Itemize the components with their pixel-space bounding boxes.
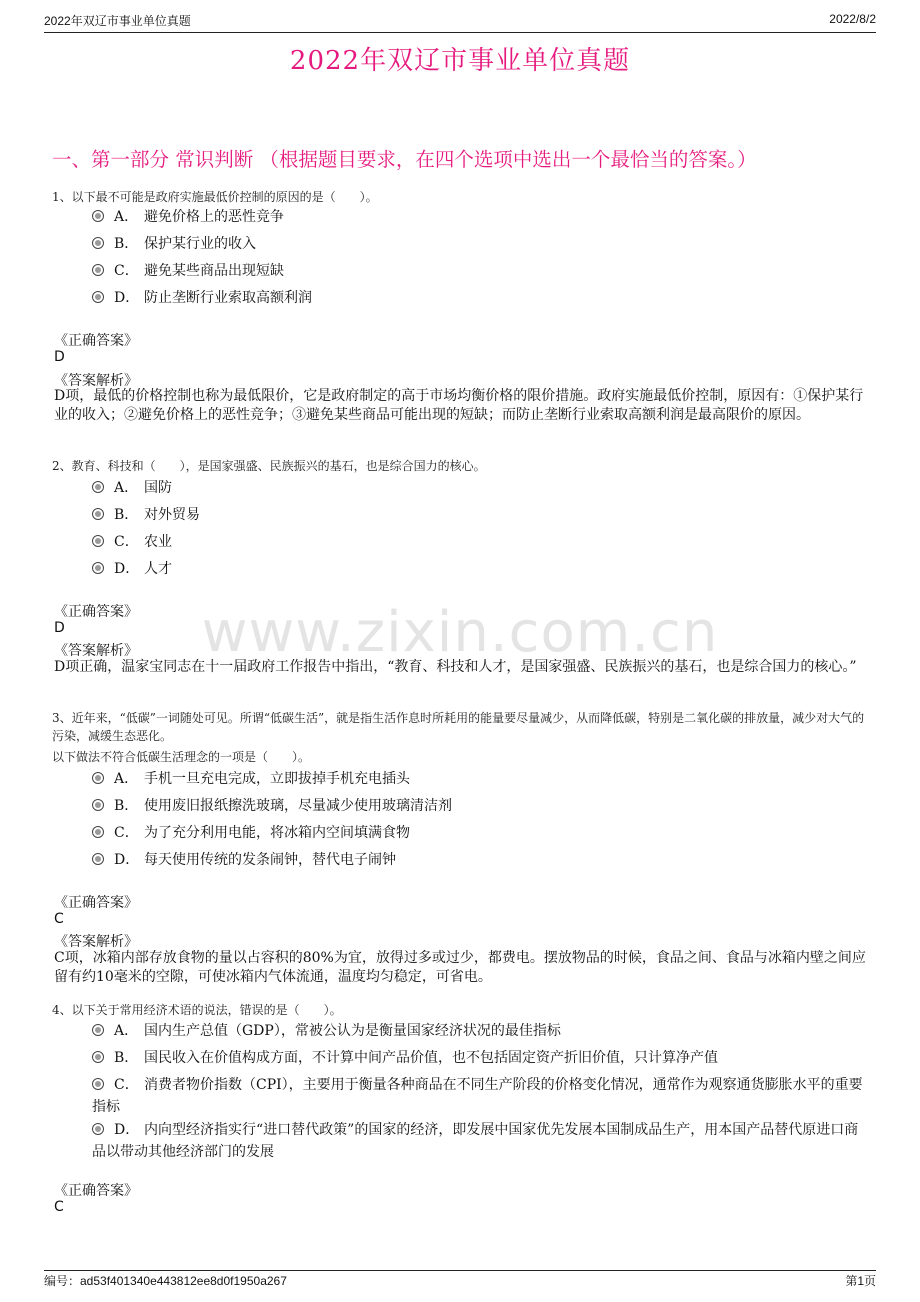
answer-value: D [54, 349, 65, 365]
header-date: 2022/8/2 [829, 12, 876, 26]
option-1b[interactable]: B． 保护某行业的收入 [92, 233, 872, 255]
option-1c[interactable]: C． 避免某些商品出现短缺 [92, 260, 872, 282]
page-title: 2022年双辽市事业单位真题 [289, 46, 631, 76]
radio-icon[interactable] [92, 481, 104, 493]
question-stem-1: 1、以下最不可能是政府实施最低价控制的原因的是（ ）。 [52, 190, 378, 204]
option-4a[interactable]: A． 国内生产总值（GDP），常被公认为是衡量国家经济状况的最佳指标 [92, 1020, 872, 1042]
explanation-label: 《答案解析》 [54, 643, 138, 659]
radio-icon[interactable] [92, 1024, 104, 1036]
option-3d[interactable]: D． 每天使用传统的发条闹钟，替代电子闹钟 [92, 849, 872, 871]
question-prompt-3: 以下做法不符合低碳生活理念的一项是（ ）。 [52, 750, 311, 764]
radio-icon[interactable] [92, 264, 104, 276]
radio-icon[interactable] [92, 853, 104, 865]
explanation-text: D项正确，温家宝同志在十一届政府工作报告中指出，“教育、科技和人才，是国家强盛、民族振兴的基石，也是综合国力的核心。” [54, 659, 857, 675]
radio-icon[interactable] [92, 826, 104, 838]
radio-icon[interactable] [92, 210, 104, 222]
page-footer [44, 1270, 876, 1289]
section-heading: 一、第一部分 常识判断 （根据题目要求，在四个选项中选出一个最恰当的答案。） [52, 148, 757, 171]
explanation-text: C项，冰箱内部存放食物的量以占容积的80%为宜，放得过多或过少，都费电。摆放物品的时候，食品之间、食品与冰箱内壁之间应留有约10毫米的空隙，可使冰箱内气体流通，温度均匀稳定，可省电。 [54, 950, 866, 985]
option-2a[interactable]: A． 国防 [92, 477, 872, 499]
answer-value: C [54, 1199, 64, 1215]
radio-icon[interactable] [92, 291, 104, 303]
radio-icon[interactable] [92, 508, 104, 520]
option-2c[interactable]: C． 农业 [92, 531, 872, 553]
radio-icon[interactable] [92, 772, 104, 784]
watermark: www.zixin.com.cn [201, 600, 719, 665]
radio-icon[interactable] [92, 799, 104, 811]
radio-icon[interactable] [92, 535, 104, 547]
radio-icon[interactable] [92, 1078, 104, 1090]
radio-icon[interactable] [92, 562, 104, 574]
explanation-text: D项，最低的价格控制也称为最低限价，它是政府制定的高于市场均衡价格的限价措施。政府实施最低价控制，原因有：①保护某行业的收入；②避免价格上的恶性竞争；③避免某些商品可能出现的短缺；而防止垄断行业索取高额利润是最高限价的原因。 [54, 388, 864, 423]
question-stem-3: 3、近年来，“低碳”一词随处可见。所谓“低碳生活”，就是指生活作息时所耗用的能量要尽量减少，从而降低碳，特别是二氧化碳的排放量，减少对大气的污染，减缓生态恶化。 [52, 711, 865, 743]
option-3c[interactable]: C． 为了充分利用电能，将冰箱内空间填满食物 [92, 822, 872, 844]
explanation-label: 《答案解析》 [54, 373, 138, 389]
answer-label: 《正确答案》 [54, 1183, 138, 1199]
option-4b[interactable]: B． 国民收入在价值构成方面，不计算中间产品价值，也不包括固定资产折旧价值，只计算净产值 [92, 1047, 872, 1069]
option-1d[interactable]: D． 防止垄断行业索取高额利润 [92, 287, 872, 309]
answer-label: 《正确答案》 [54, 333, 138, 349]
footer-page-number: 第1页 [845, 1274, 876, 1288]
answer-value: C [54, 911, 64, 927]
option-4d[interactable]: D． 内向型经济指实行“进口替代政策”的国家的经济，即发展中国家优先发展本国制成品生产，用本国产品替代原进口商品以带动其他经济部门的发展 [92, 1122, 859, 1160]
page-header [44, 12, 876, 33]
option-1a[interactable]: A． 避免价格上的恶性竞争 [92, 206, 872, 228]
option-2b[interactable]: B． 对外贸易 [92, 504, 872, 526]
option-2d[interactable]: D． 人才 [92, 558, 872, 580]
header-document-title: 2022年双辽市事业单位真题 [44, 14, 191, 28]
radio-icon[interactable] [92, 1051, 104, 1063]
option-4c[interactable]: C． 消费者物价指数（CPI），主要用于衡量各种商品在不同生产阶段的价格变化情况，通常作为观察通货膨胀水平的重要指标 [92, 1077, 863, 1115]
answer-value: D [54, 620, 65, 636]
question-stem-2: 2、教育、科技和（ ），是国家强盛、民族振兴的基石，也是综合国力的核心。 [52, 459, 486, 473]
radio-icon[interactable] [92, 1123, 104, 1135]
explanation-label: 《答案解析》 [54, 934, 138, 950]
answer-label: 《正确答案》 [54, 895, 138, 911]
answer-label: 《正确答案》 [54, 604, 138, 620]
radio-icon[interactable] [92, 237, 104, 249]
option-3b[interactable]: B． 使用废旧报纸擦洗玻璃，尽量减少使用玻璃清洁剂 [92, 795, 872, 817]
option-3a[interactable]: A． 手机一旦充电完成，立即拔掉手机充电插头 [92, 768, 872, 790]
question-stem-4: 4、以下关于常用经济术语的说法，错误的是（ ）。 [52, 1003, 342, 1017]
footer-document-id: 编号：ad53f401340e443812ee8d0f1950a267 [44, 1274, 287, 1288]
